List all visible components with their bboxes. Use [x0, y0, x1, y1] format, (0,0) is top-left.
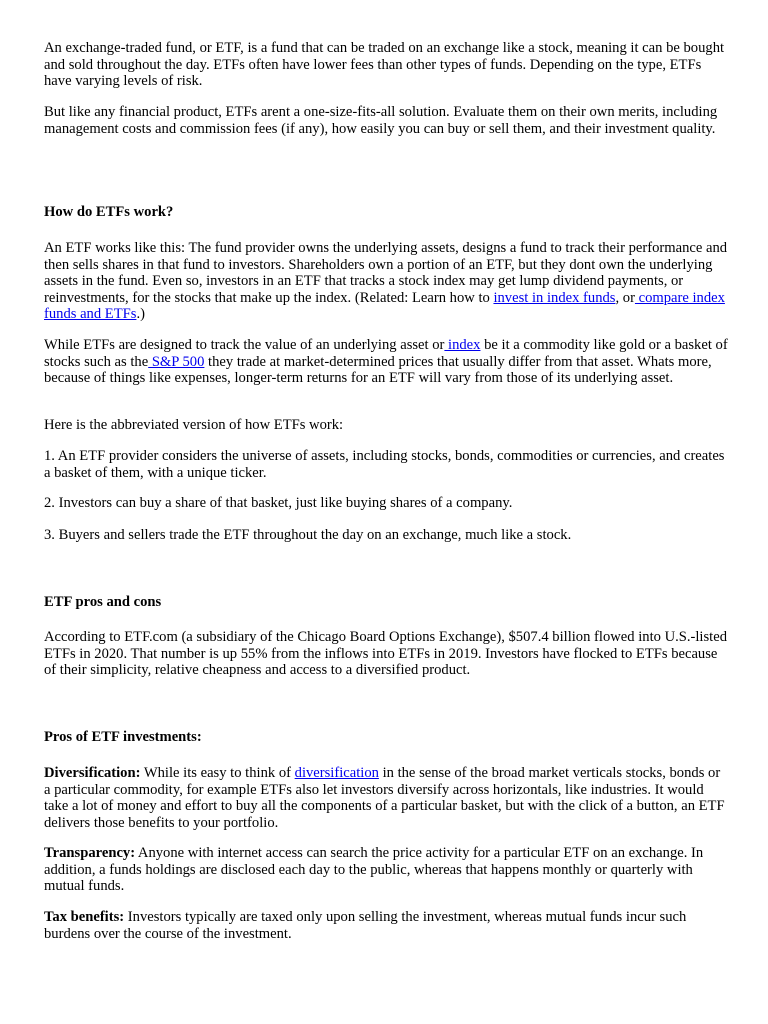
how-etfs-work-p1-text: An ETF works like this: The fund provider owns the underlying assets, designs a fund to track their performance and then sells shares in that fund to investors. Shareholders own a portion of an ETF, but they dont own the underlying assets in the fund. Even so, investors in an ETF that tracks a stock index may get lump dividend payments, or reinvestments, for the stocks that make up the index. (Related: Learn how to	[44, 240, 728, 306]
section-heading-pros-of-etf-investments: Pros of ETF investments:	[44, 729, 202, 745]
how-etfs-work-paragraph-3: Here is the abbreviated version of how ETFs work:	[44, 417, 344, 433]
tax-benefits-term: Tax benefits:	[44, 909, 125, 925]
diversification-term: Diversification:	[44, 765, 141, 781]
how-etfs-work-p2-end: they trade at market-determined prices that usually differ from that asset. Whats more, because of things like expenses, longer-term returns for an ETF will vary from those of its underlying asset.	[44, 353, 712, 387]
pros-tax-benefits-paragraph	[44, 909, 728, 942]
how-etfs-work-p2-text: While ETFs are designed to track the value of an underlying asset or	[44, 337, 445, 353]
compare-index-funds-and-etfs-link[interactable]: compare index funds and ETFs	[44, 289, 725, 323]
how-etfs-work-p2-mid: be it a commodity like gold or a basket of stocks such as the	[44, 337, 728, 370]
tax-benefits-text: Investors typically are taxed only upon selling the investment, whereas mutual funds incur such burdens over the course of the investment.	[44, 909, 687, 942]
transparency-term: Transparency:	[44, 845, 136, 861]
how-etfs-work-step-3: 3. Buyers and sellers trade the ETF throughout the day on an exchange, much like a stock.	[44, 527, 572, 543]
pros-diversification-paragraph	[44, 765, 728, 831]
intro-paragraph-1: An exchange-traded fund, or ETF, is a fund that can be traded on an exchange like a stock, meaning it can be bought and sold throughout the day. ETFs often have lower fees than other types of funds. Depending on the type, ETFs have varying levels of risk.	[44, 40, 725, 90]
index-link[interactable]: index	[444, 337, 481, 353]
intro-paragraph-2: But like any financial product, ETFs arent a one-size-fits-all solution. Evaluate them on their own merits, including management costs and commission fees (if any), how easily you can buy or sell them, and their investment quality.	[44, 104, 718, 137]
transparency-text: Anyone with internet access can search the price activity for a particular ETF on an exchange. In addition, a funds holdings are disclosed each day to the public, whereas that happens monthly or quarterly with mutual funds.	[44, 845, 704, 895]
section-heading-etf-pros-and-cons: ETF pros and cons	[44, 594, 162, 610]
pros-transparency-paragraph	[44, 845, 728, 895]
pros-and-cons-paragraph: According to ETF.com (a subsidiary of the Chicago Board Options Exchange), $507.4 billion flowed into U.S.-listed ETFs in 2020. That number is up 55% from the inflows into ETFs in 2019. Investors have flocked to ETFs because of their simplicity, relative cheapness and access to a diversified product.	[44, 629, 727, 679]
diversification-text-2: in the sense of the broad market verticals stocks, bonds or a particular commodity, for example ETFs also let investors diversify across horizontals, like industries. It would take a lot of money and effort to buy all the components of a particular basket, but with the click of a button, an ETF delivers those benefits to your portfolio.	[44, 765, 725, 831]
how-etfs-work-paragraph-2	[44, 337, 728, 387]
how-etfs-work-p1-end: .)	[136, 306, 145, 323]
invest-in-index-funds-link[interactable]: invest in index funds	[493, 289, 616, 306]
how-etfs-work-paragraph-1	[44, 240, 728, 323]
how-etfs-work-step-1: 1. An ETF provider considers the universe of assets, including stocks, bonds, commodities or currencies, and creates a basket of them, with a unique ticker.	[44, 448, 725, 481]
how-etfs-work-p1-mid: , or	[615, 289, 635, 306]
how-etfs-work-step-2: 2. Investors can buy a share of that basket, just like buying shares of a company.	[44, 495, 513, 511]
sp-500-link[interactable]: S&P 500	[148, 353, 205, 370]
diversification-text-1: While its easy to think of	[140, 765, 295, 781]
diversification-link[interactable]: diversification	[294, 765, 379, 781]
section-heading-how-etfs-work: How do ETFs work?	[44, 204, 174, 220]
